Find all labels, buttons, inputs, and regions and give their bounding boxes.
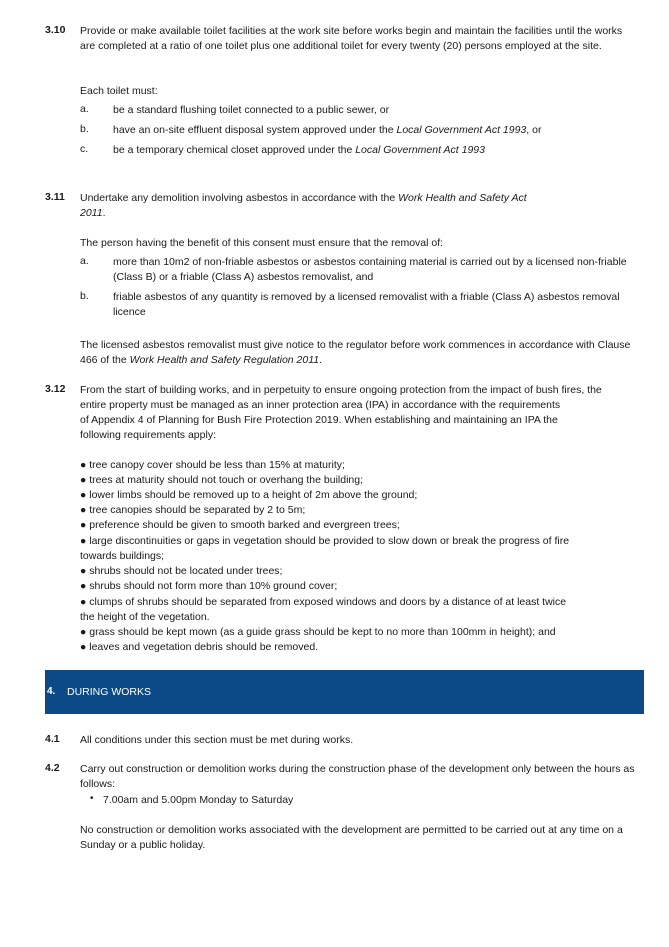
clause-4-1-text: All conditions under this section must be met during works. <box>80 734 354 746</box>
clause-number-4-1: 4.1 <box>45 733 60 745</box>
bullet-line: towards buildings; <box>80 550 165 562</box>
bullet-line: ● preference should be given to smooth barked and evergreen trees; <box>80 519 400 531</box>
clause-4-2-text: Carry out construction or demolition works during the construction phase of the development only between the hours as follows: <box>80 763 635 790</box>
list-label: c. <box>80 143 89 155</box>
bullet-line: ● trees at maturity should not touch or overhang the building; <box>80 474 364 486</box>
clause-4-2-closing: No construction or demolition works associated with the development are permitted to be carried out at any time on a Sunday or a public holiday. <box>80 824 623 851</box>
clause-3-10-intro: Each toilet must: <box>80 85 158 97</box>
bullet-line: ● lower limbs should be removed up to a height of 2m above the ground; <box>80 489 418 501</box>
bullet-glyph: • <box>90 793 94 804</box>
bullet-line: ● leaves and vegetation debris should be removed. <box>80 641 319 653</box>
bullet-line: the height of the vegetation. <box>80 611 210 623</box>
clause-3-11-closing: The licensed asbestos removalist must give notice to the regulator before work commences in accordance with Clause 466 of the Work Health and Safety Regulation 2011. <box>80 339 631 366</box>
bullet-line: ● large discontinuities or gaps in vegetation should be provided to slow down or break the progress of fire <box>80 535 570 547</box>
clause-3-11-line-2: 2011. <box>80 207 106 219</box>
clause-3-12-line: of Appendix 4 of Planning for Bush Fire Protection 2019. When establishing and maintaining an IPA the <box>80 414 558 426</box>
clause-number-3-10: 3.10 <box>45 24 66 36</box>
list-item: friable asbestos of any quantity is removed by a licensed removalist with a friable (Class A) asbestos removal licence <box>113 291 620 318</box>
section-heading-banner <box>45 670 644 714</box>
section-number: 4. <box>47 686 56 697</box>
list-item: more than 10m2 of non-friable asbestos or asbestos containing material is carried out by a licensed non-friable (Class B) or a friable (Class A) asbestos removalist, and <box>113 256 627 283</box>
list-label: b. <box>80 123 89 135</box>
bullet-line: ● clumps of shrubs should be separated from exposed windows and doors by a distance of at least twice <box>80 596 567 608</box>
clause-3-11-intro: The person having the benefit of this consent must ensure that the removal of: <box>80 237 444 249</box>
clause-number-3-12: 3.12 <box>45 383 66 395</box>
list-item: have an on-site effluent disposal system approved under the Local Government Act 1993, or <box>113 124 542 136</box>
bullet-line: ● grass should be kept mown (as a guide grass should be kept to no more than 100mm in height); and <box>80 626 556 638</box>
list-label: a. <box>80 255 89 267</box>
clause-3-11-line-1: Undertake any demolition involving asbestos in accordance with the Work Health and Safety Act <box>80 192 527 204</box>
section-title: DURING WORKS <box>67 686 151 698</box>
bullet-line: ● shrubs should not be located under trees; <box>80 565 283 577</box>
list-label: b. <box>80 290 89 302</box>
bullet-line: ● shrubs should not form more than 10% ground cover; <box>80 580 338 592</box>
clause-3-12-line: From the start of building works, and in perpetuity to ensure ongoing protection from the impact of bush fires, the <box>80 384 602 396</box>
list-item: be a standard flushing toilet connected to a public sewer, or <box>113 104 390 116</box>
list-label: a. <box>80 103 89 115</box>
clause-3-12-line: entire property must be managed as an inner protection area (IPA) in accordance with the requirements <box>80 399 561 411</box>
clause-3-12-line: following requirements apply: <box>80 429 216 441</box>
list-item: be a temporary chemical closet approved under the Local Government Act 1993 <box>113 144 485 156</box>
clause-3-10-text: Provide or make available toilet facilities at the work site before works begin and maintain the facilities until the works are completed at a ratio of one toilet plus one additional toilet for every twenty (20) persons employed at the site. <box>80 25 623 52</box>
clause-number-4-2: 4.2 <box>45 762 60 774</box>
clause-4-2-hours: 7.00am and 5.00pm Monday to Saturday <box>103 794 294 806</box>
bullet-line: ● tree canopy cover should be less than 15% at maturity; <box>80 459 345 471</box>
clause-number-3-11: 3.11 <box>45 191 65 203</box>
bullet-line: ● tree canopies should be separated by 2 to 5m; <box>80 504 306 516</box>
